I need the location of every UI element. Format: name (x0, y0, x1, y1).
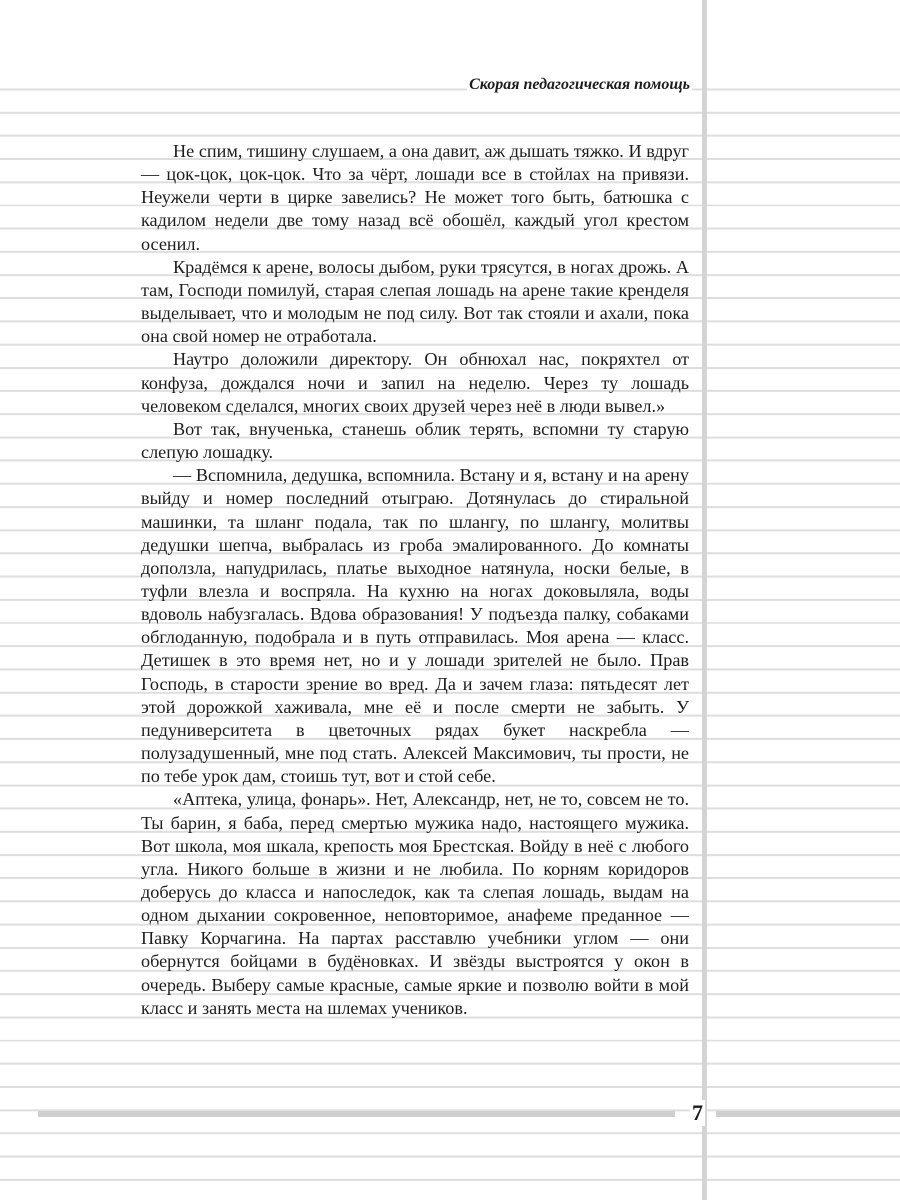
body-text (141, 140, 689, 1020)
paragraph: Вот так, внученька, станешь облик терять, вспомни ту старую слепую лошадку. (141, 418, 689, 463)
paragraph: «Аптека, улица, фонарь». Нет, Александр, нет, не то, совсем не то. Ты барин, я баба, перед смертью мужика надо, настоящего мужика. Вот школа, моя шкала, крепость моя Брестская. Войду в неё с любого угла. Никого больше в жизни и не любила. По корням коридоров доберусь до класса и напоследок, как та слепая лошадь, выдам на одном дыхании сокровенное, неповторимое, анафеме преданное — Павку Корчагина. На партах расставлю учебники углом — они обернутся бойцами в будёновках. И звёзды выстроятся у окон в очередь. Выберу самые красные, самые яркие и позволю войти в мой класс и занять места на шлемах учеников. (141, 789, 689, 1018)
margin-line (702, 0, 707, 1200)
running-title: Скорая педагогическая помощь (469, 76, 690, 93)
paragraph: — Вспомнила, дедушка, вспомнила. Встану и я, встану и на арену выйду и номер последний отыграю. Дотянулась до стиральной машинки, та шланг подала, так по шлангу, по шлангу, молитвы дедушки шепча, выбралась из гроба эмалированного. До комнаты доползла, напудрилась, платье выходное натянула, носки белые, в туфли влезла и воспряла. На кухню на ногах доковыляла, воды вдоволь набузгалась. Вдова образования! У подъезда палку, собаками обглоданную, подобрала и в путь отправилась. Моя арена — класс. Детишек в это время нет, но и у лошади зрителей не было. Прав Господь, в старости зрение во вред. Да и зачем глаза: пятьдесят лет этой дорожкой хаживала, мне её и после смерти не забыть. У педуниверситета в цветочных рядах букет наскребла — полузадушенный, мне под стать. Алексей Максимович, ты прости, не по тебе урок дам, стоишь тут, вот и стой себе. (141, 465, 689, 787)
footer-rule-right (716, 1111, 900, 1117)
paragraph: Крадёмся к арене, волосы дыбом, руки трясутся, в ногах дрожь. А там, Господи помилуй, старая слепая лошадь на арене такие кренделя выделывает, что и молодым не под силу. Вот так стояли и ахали, пока она свой номер не отработала. (141, 256, 689, 347)
footer-rule-left (38, 1111, 675, 1117)
page-number: 7 (692, 1100, 703, 1125)
paragraph: Наутро доложили директору. Он обнюхал нас, покряхтел от конфуза, дождался ночи и запил на неделю. Через ту лошадь человеком сделался, многих своих друзей через неё в люди вывел.» (141, 349, 689, 416)
paragraph: Не спим, тишину слушаем, а она давит, аж дышать тяжко. И вдруг — цок-цок, цок-цок. Что за чёрт, лошади все в стойлах на привязи. Неужели черти в цирке завелись? Не может того быть, батюшка с кадилом недели две тому назад всё обошёл, каждый угол крестом осенил. (141, 141, 689, 254)
